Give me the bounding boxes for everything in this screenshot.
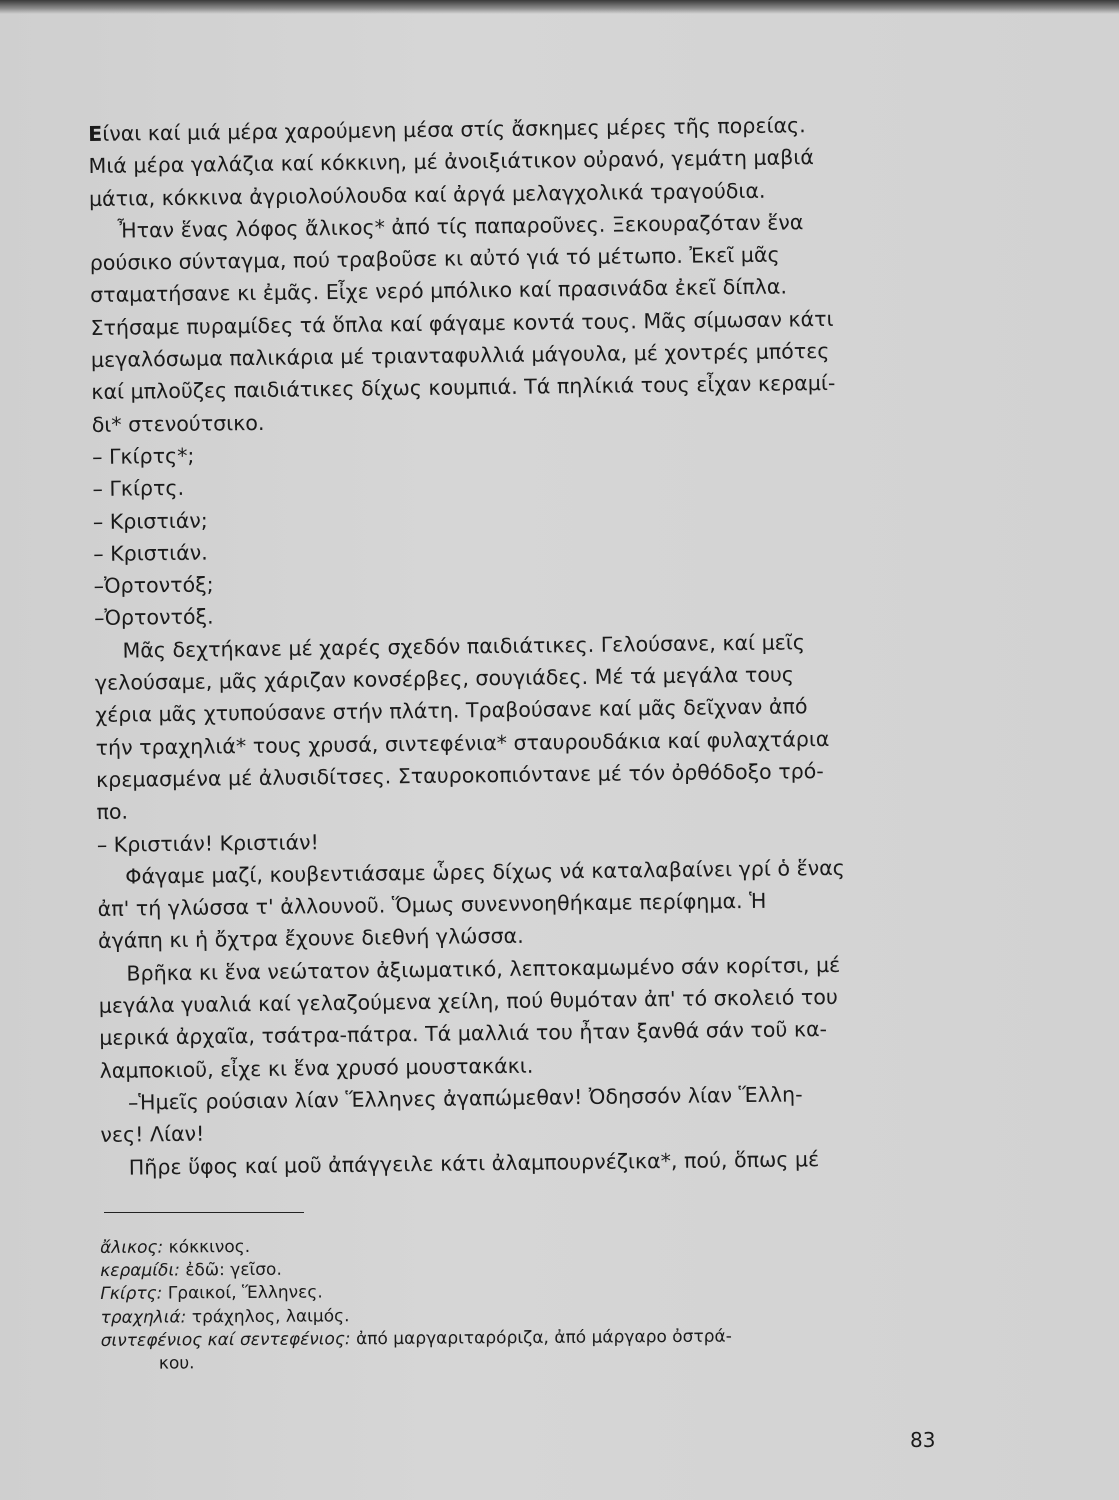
text-line-content: ἀγάπη κι ἡ ὄχτρα ἔχουνε διεθνή γλώσσα.	[97, 924, 524, 954]
text-line-content: δι* στενούτσικο.	[91, 410, 265, 437]
text-line-content: Ἦταν ἕνας λόφος ἄλικος* ἀπό τίς παπαροῦνες. Ξεκουραζόταν ἕνα	[117, 210, 804, 243]
footnote-definition: Γραικοί, Ἕλληνες.	[162, 1282, 323, 1304]
body-text	[88, 108, 951, 1184]
text-line-content: –Ἡμεῖς ρούσιαν λίαν Ἕλληνες ἀγαπώμεθαν! Ὀδησσόν λίαν Ἕλλη-	[127, 1082, 803, 1115]
footnote-divider	[104, 1212, 304, 1213]
text-line-content: ἀπ' τή γλώσσα τ' ἀλλουνοῦ. Ὅμως συνεννοηθήκαμε περίφημα. Ἡ	[97, 888, 767, 922]
footnote-term: σιντεφένιος καί σεντεφένιος:	[100, 1329, 351, 1351]
scan-shadow	[0, 0, 1119, 14]
footnote-definition: τράχηλος, λαιμός.	[186, 1305, 350, 1328]
footnote-definition: κόκκινος.	[163, 1236, 251, 1258]
text-line-content: Πῆρε ὕφος καί μοῦ ἀπάγγειλε κάτι ἀλαμπουρνέζικα*, πού, ὅπως μέ	[128, 1146, 820, 1180]
text-line-content: λαμποκιοῦ, εἶχε κι ἕνα χρυσό μουστακάκι.	[99, 1053, 534, 1083]
footnote-definition: ἐδῶ: γεῖσο.	[179, 1259, 282, 1281]
text-line-content: – Κριστιάν;	[92, 508, 208, 534]
footnote-term: ἄλικος:	[100, 1237, 164, 1258]
text-line-content: –Ὀρτοντόξ.	[93, 604, 214, 631]
footnote-definition: ἀπό μαργαριταρόριζα, ἀπό μάργαρο ὀστρά-	[350, 1326, 732, 1350]
text-line-content: Μᾶς δεχτήκανε μέ χαρές σχεδόν παιδιάτικες. Γελούσανε, καί μεῖς	[122, 630, 806, 663]
text-line-content: χέρια μᾶς χτυπούσανε στήν πλάτη. Τραβούσανε καί μᾶς δεῖχναν ἀπό	[95, 694, 808, 728]
text-line-content: γελούσαμε, μᾶς χάριζαν κονσέρβες, σουγιάδες. Μέ τά μεγάλα τους	[94, 662, 795, 696]
footnote-term: κεραμίδι:	[100, 1260, 180, 1282]
text-line-content: πο.	[96, 799, 129, 825]
text-line-content: Βρῆκα κι ἕνα νεώτατον ἀξιωματικό, λεπτοκαμωμένο σάν κορίτσι, μέ	[126, 952, 841, 986]
text-line-content: κρεμασμένα μέ ἀλυσιδίτσες. Σταυροκοπιόντανε μέ τόν ὀρθόδοξο τρό-	[95, 758, 824, 792]
text-line-content: ρούσικο σύνταγμα, πού τραβοῦσε κι αὐτό γιά τό μέτωπο. Ἐκεῖ μᾶς	[89, 242, 780, 276]
footnotes	[100, 1231, 951, 1376]
text-line-content: ίναι καί μιά μέρα χαρούμενη μέσα στίς ἄσκημες μέρες τῆς πορείας.	[102, 113, 806, 146]
text-line-content: τήν τραχηλιά* τους χρυσά, σιντεφένια* σταυρουδάκια καί φυλαχτάρια	[95, 726, 830, 760]
text-line-content: – Κριστιάν! Κριστιάν!	[96, 829, 320, 857]
text-line-content: μάτια, κόκκινα ἀγριολούλουδα καί ἀργά μελαγχολικά τραγούδια.	[88, 178, 766, 211]
text-line-content: μερικά ἀρχαῖα, τσάτρα-πάτρα. Τά μαλλιά του ἦταν ξανθά σάν τοῦ κα-	[99, 1017, 828, 1051]
text-line-content: καί μπλοῦζες παιδιάτικες δίχως κουμπιά. Τά πηλίκιά τους εἶχαν κεραμί-	[91, 371, 836, 405]
text-line-content: μεγαλόσωμα παλικάρια μέ τριανταφυλλιά μάγουλα, μέ χοντρές μπότες	[90, 339, 830, 373]
text-line-content: – Γκίρτς.	[92, 476, 185, 502]
text-line-content: – Κριστιάν.	[93, 540, 208, 566]
text-line-content: Στήσαμε πυραμίδες τά ὅπλα καί φάγαμε κοντά τους. Μᾶς σίμωσαν κάτι	[90, 306, 834, 340]
drop-cap: E	[88, 121, 103, 146]
footnote-definition: κου.	[158, 1353, 195, 1374]
text-line-content: Φάγαμε μαζί, κουβεντιάσαμε ὧρες δίχως νά καταλαβαίνει γρί ὁ ἕνας	[125, 855, 845, 889]
footnote-term: Γκίρτς:	[100, 1283, 163, 1305]
text-line-content: –Ὀρτοντόξ;	[93, 572, 214, 599]
page-number: 83	[910, 1428, 936, 1452]
text-line-content: – Γκίρτς*;	[91, 443, 195, 469]
text-line-content: νες! Λίαν!	[100, 1121, 205, 1148]
footnote-term: τραχηλιά:	[100, 1307, 187, 1328]
text-line-content: Μιά μέρα γαλάζια καί κόκκινη, μέ ἀνοιξιάτικον οὐρανό, γεμάτη μαβιά	[88, 145, 814, 179]
text-line-content: μεγάλα γυαλιά καί γελαζούμενα χείλη, πού θυμόταν ἀπ' τό σκολειό του	[98, 984, 838, 1018]
text-line-content: σταματήσανε κι ἐμᾶς. Εἶχε νερό μπόλικο καί πρασινάδα ἐκεῖ δίπλα.	[90, 274, 788, 308]
